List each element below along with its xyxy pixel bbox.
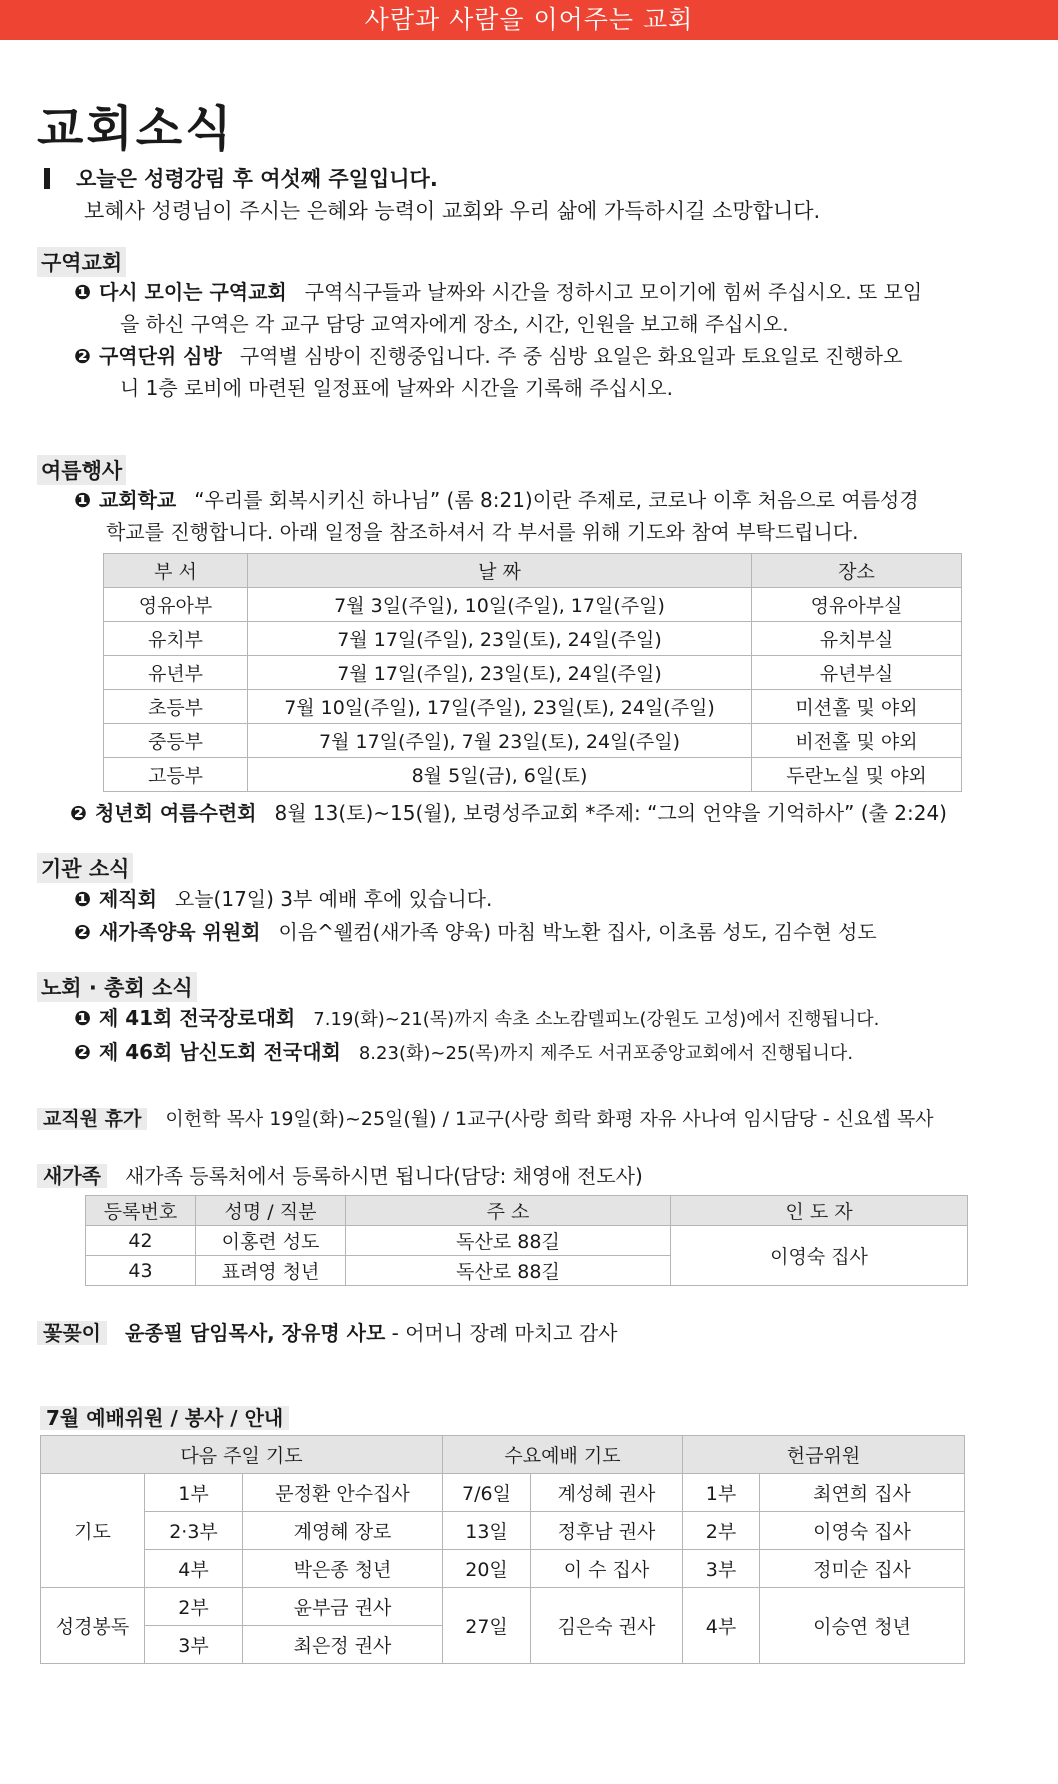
number-1-icon: ❶ xyxy=(74,280,91,304)
duty-heading xyxy=(40,1402,307,1431)
item-title: 교회학교 xyxy=(98,488,177,512)
offering-name-cell: 최연희 집사 xyxy=(760,1474,965,1512)
date-cell: 7월 17일(주일), 23일(토), 24일(주일) xyxy=(248,622,752,656)
summer-item-2 xyxy=(70,797,947,829)
reading-label-cell: 성경봉독 xyxy=(41,1588,145,1664)
place-cell: 비전홀 및 야외 xyxy=(752,724,962,758)
sunday-name-cell: 계영혜 장로 xyxy=(243,1512,443,1550)
column-header-sunday-prayer: 다음 주일 기도 xyxy=(41,1436,443,1474)
item-text: 이음^웰컴(새가족 양육) 마침 박노환 집사, 이초롬 성도, 김수현 성도 xyxy=(278,920,877,944)
item-title: 새가족양육 위원회 xyxy=(98,920,261,944)
reg-no-cell: 42 xyxy=(86,1226,196,1256)
sunday-name-cell: 문정환 안수집사 xyxy=(243,1474,443,1512)
table-row xyxy=(104,588,962,622)
column-header-offering: 헌금위원 xyxy=(683,1436,965,1474)
dept-cell: 영유아부 xyxy=(104,588,248,622)
wednesday-date-cell: 20일 xyxy=(443,1550,531,1588)
table-row xyxy=(104,724,962,758)
offering-part-cell: 2부 xyxy=(683,1512,760,1550)
presbytery-item-1 xyxy=(74,1002,879,1036)
section-heading-district: 구역교회 xyxy=(37,247,126,277)
item-title: 제직회 xyxy=(98,887,157,911)
district-item-2 xyxy=(74,340,902,404)
dept-cell: 유년부 xyxy=(104,656,248,690)
wednesday-name-cell: 이 수 집사 xyxy=(531,1550,683,1588)
table-row xyxy=(104,690,962,724)
new-family-text: 새가족 등록처에서 등록하시면 됩니다(담당: 채영애 전도사) xyxy=(124,1164,643,1188)
column-header-date: 날 짜 xyxy=(248,554,752,588)
reg-no-cell: 43 xyxy=(86,1256,196,1286)
item-title: 청년회 여름수련회 xyxy=(94,801,257,825)
column-header-no: 등록번호 xyxy=(86,1196,196,1226)
staff-vacation xyxy=(37,1104,934,1131)
wednesday-date-cell: 7/6일 xyxy=(443,1474,531,1512)
address-cell: 독산로 88길 xyxy=(346,1226,671,1256)
column-header-address: 주 소 xyxy=(346,1196,671,1226)
number-2-icon: ❷ xyxy=(74,1040,91,1064)
section-heading-summer: 여름행사 xyxy=(37,455,126,485)
dept-cell: 유치부 xyxy=(104,622,248,656)
table-row xyxy=(41,1550,965,1588)
place-cell: 영유아부실 xyxy=(752,588,962,622)
column-header-guide: 인 도 자 xyxy=(671,1196,968,1226)
org-item-2 xyxy=(74,916,877,948)
date-cell: 7월 3일(주일), 10일(주일), 17일(주일) xyxy=(248,588,752,622)
presbytery-item-2 xyxy=(74,1036,853,1070)
bullet-bar-icon xyxy=(44,168,50,189)
offering-part-cell: 1부 xyxy=(683,1474,760,1512)
item-text: 8.23(화)~25(목)까지 제주도 서귀포중앙교회에서 진행됩니다. xyxy=(358,1043,854,1064)
column-header-name: 성명 / 직분 xyxy=(196,1196,346,1226)
wednesday-date-cell: 13일 xyxy=(443,1512,531,1550)
date-cell: 7월 10일(주일), 17일(주일), 23일(토), 24일(주일) xyxy=(248,690,752,724)
number-2-icon: ❷ xyxy=(70,801,87,825)
table-header-row xyxy=(41,1436,965,1474)
name-cell: 이홍련 성도 xyxy=(196,1226,346,1256)
item-text-cont: 니 1층 로비에 마련된 일정표에 날짜와 시간을 기록해 주십시오. xyxy=(120,376,673,400)
item-text-cont: 을 하신 구역은 각 교구 담당 교역자에게 장소, 시간, 인원을 보고해 주십시오. xyxy=(120,312,789,336)
new-family xyxy=(37,1160,643,1189)
summer-school-table xyxy=(103,553,962,792)
wednesday-name-cell: 정후남 권사 xyxy=(531,1512,683,1550)
item-title: 다시 모이는 구역교회 xyxy=(98,280,287,304)
wednesday-date-cell: 27일 xyxy=(443,1588,531,1664)
place-cell: 유년부실 xyxy=(752,656,962,690)
district-item-1 xyxy=(74,276,922,340)
sunday-name-cell: 최은정 권사 xyxy=(243,1626,443,1664)
offering-name-cell: 정미순 집사 xyxy=(760,1550,965,1588)
flower-arrangement xyxy=(37,1317,618,1346)
number-2-icon: ❷ xyxy=(74,344,91,368)
dept-cell: 초등부 xyxy=(104,690,248,724)
sunday-part-cell: 2·3부 xyxy=(145,1512,243,1550)
item-text: 7.19(화)~21(목)까지 속초 소노캄델피노(강원도 고성)에서 진행됩니다. xyxy=(313,1009,880,1030)
item-text: 구역식구들과 날짜와 시간을 정하시고 모이기에 힘써 주십시오. 또 모임 xyxy=(304,280,923,304)
item-text: 오늘(17일) 3부 예배 후에 있습니다. xyxy=(174,887,493,911)
date-cell: 7월 17일(주일), 7월 23일(토), 24일(주일) xyxy=(248,724,752,758)
flower-names: 윤종필 담임목사, 장유명 사모 xyxy=(124,1321,386,1345)
place-cell: 미션홀 및 야외 xyxy=(752,690,962,724)
number-1-icon: ❶ xyxy=(74,887,91,911)
sunday-part-cell: 2부 xyxy=(145,1588,243,1626)
guide-cell: 이영숙 집사 xyxy=(671,1226,968,1286)
date-cell: 7월 17일(주일), 23일(토), 24일(주일) xyxy=(248,656,752,690)
table-row xyxy=(86,1226,968,1256)
duty-table xyxy=(40,1435,965,1664)
dept-cell: 고등부 xyxy=(104,758,248,792)
org-item-1 xyxy=(74,883,492,915)
prayer-label-cell: 기도 xyxy=(41,1474,145,1588)
header-banner: 사람과 사람을 이어주는 교회 xyxy=(0,0,1058,40)
table-row xyxy=(104,622,962,656)
sunday-name-cell: 윤부금 권사 xyxy=(243,1588,443,1626)
address-cell: 독산로 88길 xyxy=(346,1256,671,1286)
dept-cell: 중등부 xyxy=(104,724,248,758)
offering-part-cell: 3부 xyxy=(683,1550,760,1588)
page-title: 교회소식 xyxy=(37,101,235,157)
number-1-icon: ❶ xyxy=(74,1006,91,1030)
column-header-dept: 부 서 xyxy=(104,554,248,588)
date-cell: 8월 5일(금), 6일(토) xyxy=(248,758,752,792)
flower-label: 꽃꽂이 xyxy=(37,1321,107,1345)
table-row xyxy=(104,656,962,690)
number-1-icon: ❶ xyxy=(74,488,91,512)
section-heading-org: 기관 소식 xyxy=(37,853,133,883)
sunday-name-cell: 박은종 청년 xyxy=(243,1550,443,1588)
table-header-row xyxy=(104,554,962,588)
sunday-part-cell: 4부 xyxy=(145,1550,243,1588)
staff-vacation-label: 교직원 휴가 xyxy=(37,1108,147,1130)
new-family-label: 새가족 xyxy=(37,1164,107,1188)
intro xyxy=(44,163,820,227)
sunday-part-cell: 1부 xyxy=(145,1474,243,1512)
offering-name-cell: 이승연 청년 xyxy=(760,1588,965,1664)
summer-item-1 xyxy=(74,484,919,548)
table-row xyxy=(41,1588,965,1626)
wednesday-name-cell: 김은숙 권사 xyxy=(531,1588,683,1664)
wednesday-name-cell: 계성혜 권사 xyxy=(531,1474,683,1512)
place-cell: 두란노실 및 야외 xyxy=(752,758,962,792)
item-text-cont: 학교를 진행합니다. 아래 일정을 참조하셔서 각 부서를 위해 기도와 참여 부탁드립니다. xyxy=(106,520,859,544)
column-header-place: 장소 xyxy=(752,554,962,588)
offering-name-cell: 이영숙 집사 xyxy=(760,1512,965,1550)
offering-part-cell: 4부 xyxy=(683,1588,760,1664)
name-cell: 표려영 청년 xyxy=(196,1256,346,1286)
item-text: 8월 13(토)~15(월), 보령성주교회 *주제: “그의 언약을 기억하사” (출 2:24) xyxy=(274,801,947,825)
item-title: 제 41회 전국장로대회 xyxy=(98,1006,296,1030)
table-header-row xyxy=(86,1196,968,1226)
table-row xyxy=(41,1512,965,1550)
number-2-icon: ❷ xyxy=(74,920,91,944)
section-heading-presbytery: 노회 · 총회 소식 xyxy=(37,972,197,1002)
flower-text: - 어머니 장례 마치고 감사 xyxy=(391,1321,618,1345)
place-cell: 유치부실 xyxy=(752,622,962,656)
table-row xyxy=(104,758,962,792)
item-text: 구역별 심방이 진행중입니다. 주 중 심방 요일은 화요일과 토요일로 진행하오 xyxy=(239,344,903,368)
intro-line-2: 보혜사 성령님이 주시는 은혜와 능력이 교회와 우리 삶에 가득하시길 소망합니다. xyxy=(84,199,821,223)
intro-line-1: 오늘은 성령강림 후 여섯째 주일입니다. xyxy=(76,167,438,191)
staff-vacation-text: 이헌학 목사 19일(화)~25일(월) / 1교구(사랑 희락 화평 자유 사나여 임시담당 - 신요셉 목사 xyxy=(165,1108,934,1130)
item-text: “우리를 회복시키신 하나님” (롬 8:21)이란 주제로, 코로나 이후 처음으로 여름성경 xyxy=(194,488,919,512)
new-family-table xyxy=(85,1195,968,1286)
item-title: 제 46회 남신도회 전국대회 xyxy=(98,1040,341,1064)
column-header-wednesday-prayer: 수요예배 기도 xyxy=(443,1436,683,1474)
sunday-part-cell: 3부 xyxy=(145,1626,243,1664)
duty-label: 7월 예배위원 / 봉사 / 안내 xyxy=(40,1406,289,1430)
item-title: 구역단위 심방 xyxy=(98,344,222,368)
table-row xyxy=(41,1474,965,1512)
